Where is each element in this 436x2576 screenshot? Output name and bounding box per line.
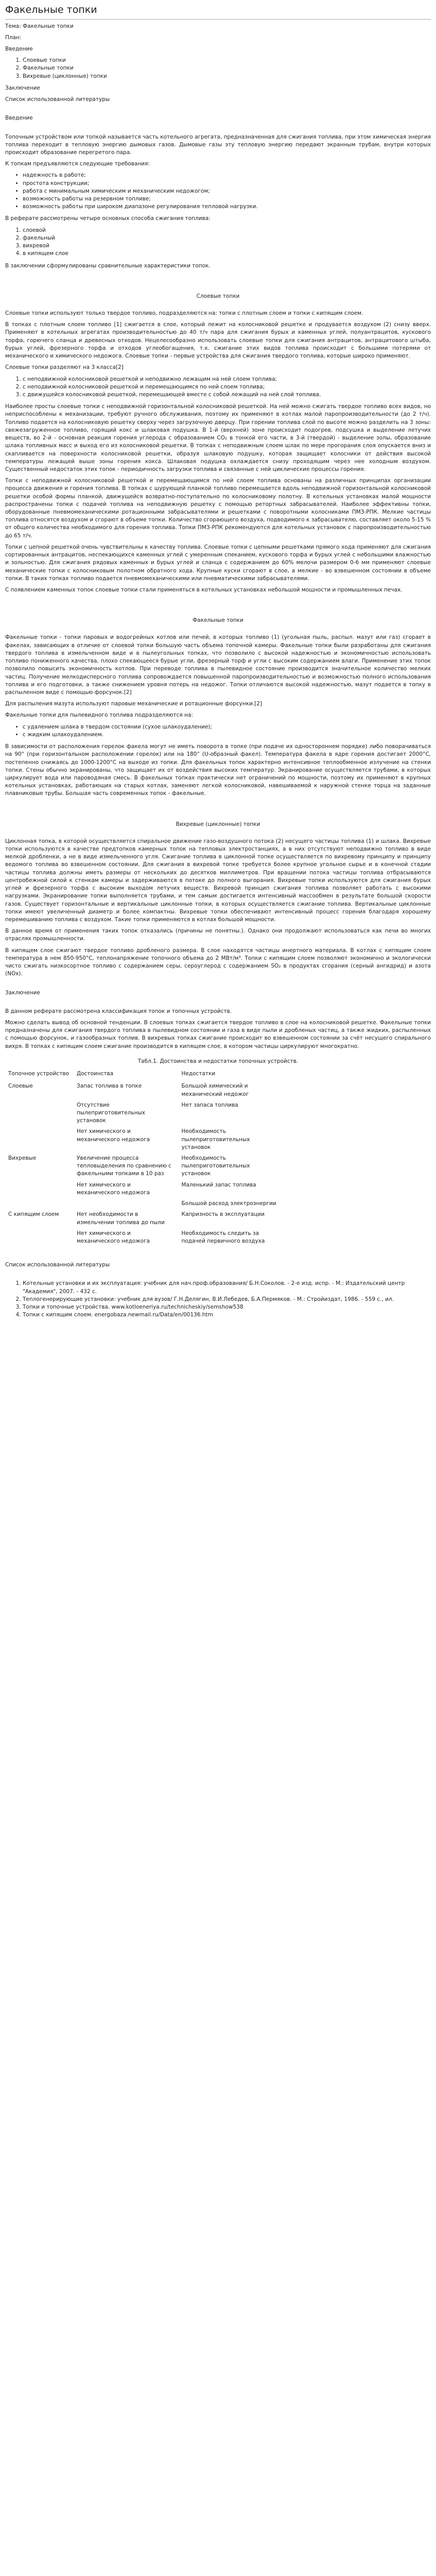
- paragraph: В реферате рассмотрены четыре основных способа сжигания топлива:: [5, 215, 211, 222]
- paragraph: Факельные топки для пылевидного топлива подразделяются на:: [5, 712, 193, 719]
- section-heading: Слоевые топки: [196, 293, 240, 299]
- requirements-list: [5, 172, 431, 211]
- table-cell-type: Вихревые: [8, 1155, 37, 1162]
- table-cell-cons: Большой расход электроэнергии: [181, 1200, 276, 1207]
- paragraph: Топки с цепной решеткой очень чувствительны к качеству топлива. Слоевые топки с цепными решетками прямого хода применяют для сжигания сортированных антрацитов, неспекающихся каменных углей с умеренным спеканием, кускового торфа и бурых углей с небольшими влажностью и зольностью. Для сжигания рядовых каменных и бурых углей и сланца с содержанием до 60% мелочи размером 0-6 мм применяют слоевые механические топки с колосниковым полотном обратного хода. Крупные куски сгорают в слое, а мелкие - во взвешенном состоянии в объеме топки. В таких топках топливо подается пневмомеханическими или пневматическими забрасывателями.: [5, 544, 431, 582]
- list-item: 2. факельный: [23, 234, 431, 242]
- table-cell-cons: Большой химический и механический недожог: [181, 1083, 249, 1097]
- paragraph: Слоевые топки разделяют на 3 класса[2]: [5, 364, 124, 371]
- introduction: [5, 114, 431, 270]
- section-heading: Вихревые (циклонные) топки: [176, 821, 260, 827]
- section-flare-furnaces: [5, 617, 431, 798]
- list-item: 3. вихревой: [23, 242, 431, 250]
- plan-label: План:: [5, 34, 22, 41]
- table-cell-pros: Нет химического и механического недожога: [76, 1128, 150, 1143]
- section-heading: Список использованной литературы: [5, 1262, 110, 1268]
- table-row: [5, 1081, 283, 1099]
- paragraph: В данное время от применения таких топок отказались (причины не понятны.). Однако они продолжают использоваться как печи во многих отраслях промышленности.: [5, 928, 431, 942]
- section-vortex-furnaces: [5, 821, 431, 978]
- toc-conclusion: Заключение: [5, 84, 40, 91]
- table-row: [5, 1228, 283, 1247]
- toc-list: [5, 57, 431, 80]
- page-title: Факельные топки: [5, 3, 431, 20]
- table-cell-pros: Отсутствие пылеприготовительных установок: [76, 1101, 146, 1124]
- table-cell-cons: Маленький запас топлива: [181, 1181, 256, 1188]
- list-item: • простота конструкции;: [23, 180, 431, 188]
- list-item: • с удалением шлака в твердом состоянии (сухое шлакоудаление);: [23, 723, 431, 731]
- toc-item: 1. Слоевые топки: [23, 57, 431, 64]
- list-item: 4. в кипящем слое: [23, 250, 431, 258]
- list-item: • возможность работы на резервном топливе;: [23, 195, 431, 203]
- paragraph: Наиболее просты слоевые топки с неподвижной горизонтальной колосниковой решеткой. На ней можно сжигать твердое топливо всех видов, но неприспособлены к механизации, требуют ручного обслуживания, поэтому их применяют в котлах малой паропроизводительности (до 2 т/ч). Топливо подается на колосниковую решетку сверху через загрузочную дверцу. При горении топлива слой по высоте можно разделить на 3 зоны: свежезагруженное топливо, горящий кокс и шлаковая подушка. В 1-й (верхней) зоне происходит подогрев, подсушка и выделение летучих веществ, во 2-й - основная реакция горения углерода с образованием СО₂ в тонкой его части, в 3-й (твердой) - выделение золы, образование шлака топливных масс и выход его из колосниковой решетки. В топках с неподвижным слоем шлак по мере прогорания слоя опускается вниз и скапливается на поверхности колосниковой решетки, образуя шлаковую подушку, которая защищает колосники от действия высокой температуры лежащей выше зоны горения кокса. Шлаковая подушка охлаждается снизу проходящим через нее холодным воздухом. Существенный недостаток этих топок - периодичность загрузки топлива и связанные с ней циклические процессы горения.: [5, 403, 431, 472]
- paragraph: С появлением каменных топок слоевые топки стали применяться в котельных установках небольшой мощности и промышленных печах.: [5, 587, 403, 594]
- paragraph: Циклонная топка, в которой осуществляется спиральное движение газо-воздушного потока (2) несущего частицы топлива (1) и шлака. Вихревые топки используются в качестве предтопков камерных топок на тепловых электростанциях, а в них отсутствуют неподвижно топливо в виде мелкой дробленки, а не в виде измельченного угля. Сжигание топлива в циклонной топке осуществляется по вихревому принципу и принципу ведомого топлива во взвешенном состоянии. Для сжигания в вихревой топке требуется более крупное угольное сырье и в конечной стадии частицы топлива должны иметь размеры от нескольких до десятков миллиметров. При вращении потока частицы топлива отбрасываются центробежной силой к стенкам камеры и задерживаются в потоке до полного выгорания. Вихревые топки используются для сжигания бурых углей и фрезерного торфа с высоким выходом летучих веществ. Вихревой принцип сжигания топлива позволяет работать с высокими нагрузками. Экранирование топки выполняется трубами, и тем самым достигается интенсивный массообмен в результате большой скорости газов. Существует горизонтальные и вертикальные циклонные топки, в которых осуществляется сжигание топлива. Вертикальные циклонные топки имеют увеличенный диаметр и более компактны. Вихревые топки обеспечивают интенсивный процесс горения благодаря хорошему перемешиванию топлива с воздухом. Такие топки применяются в котлах большой мощности.: [5, 838, 431, 923]
- table-cell-cons: Капризность в эксплуатации: [181, 1211, 265, 1218]
- section-heading: Заключение: [5, 989, 40, 996]
- toc-intro: Введение: [5, 45, 33, 52]
- paragraph: К топкам предъявляются следующие требования:: [5, 161, 150, 167]
- table-cell-cons: Необходимость пылеприготовительных установок: [181, 1155, 250, 1177]
- list-item: • работа с минимальным химическим и механическим недожогом;: [23, 188, 431, 195]
- paragraph: Для распыления мазута используют паровые механические и ротационные форсунки.[2]: [5, 701, 263, 707]
- toc: [5, 23, 431, 104]
- paragraph: В кипящем слое сжигают твердое топливо дробленого размера. В слое находятся частицы инертного материала. В котлах с кипящим слоем температура в нем 850-950°С, теплонапряжение топочного объема до 2 МВт/м³. Топки с кипящим слоем позволяют экономично и экологически чисто сжигать низкосортное топливо с содержанием серы, сероуглерод с содержанием SO₂ в продуктах сгорания (серный ангидрид) и азота (NOx).: [5, 947, 431, 977]
- table-row: [5, 1209, 283, 1228]
- bibliography-list: [5, 1280, 431, 1319]
- list-item: 2. с неподвижной колосниковой решеткой и перемещающимся по ней слоем топлива;: [23, 383, 431, 391]
- column-header: Недостатки: [181, 1071, 216, 1077]
- table-cell-pros: Увеличение процесса тепловыделения по сравнению с факельными топками в 10 раз: [76, 1155, 171, 1177]
- paragraph: Топки с неподвижной колосниковой решеткой и перемещающимся по ней слоем топлива основаны на различных принципах организации процесса движения и горения топлива. В топках с шурующей планкой топливо перемещается вдоль неподвижной горизонтальной колосниковой решетки особой формы планкой, движущейся возвратно-поступательно по колосниковому полотну. В котельных установках малой мощности распространены топки с подачей топлива на неподвижную решетку с помощью ретортных забрасывателей. Наиболее эффективны топки, оборудованные пневмомеханическими ротационными забрасывателями и решетками с поворотными колосниками ПМЗ-РПК. Мелкие частицы топлива относятся воздухом и сгорают в объеме топки. Количество сгорающего воздуха, подводимого к забрасывателю, составляет около 5-15 % от общего количества необходимого для горения топлива. Топки ПМЗ-РПК рекомендуются для котельных установок с паропроизводительностью до 65 т/ч.: [5, 478, 431, 539]
- bibliography-item: 3. Топки и топочные устройства. www.kotloeneriya.ru/technicheskiy/semshow538: [23, 1303, 431, 1311]
- paragraph: Можно сделать вывод об основной тенденции. В слоевых топках сжигается твердое топливо в слое на колосниковой решетке. Факельные топки предназначены для сжигания твердого топлива в пылевидном состоянии и газа в виде пыли и дробленых частиц, а также жидких, распыленных с помощью форсунок, и газообразных топлив. В вихревых топках сжигание происходит во взвешенном состоянии за счёт несущего спирального вихря. В топках с кипящим слоем сжигание производится в кипящем слое, в котором частицы циркулируют многократно.: [5, 1019, 431, 1049]
- toc-item: 2. Факельные топки: [23, 64, 431, 72]
- column-header: Достоинства: [76, 1071, 114, 1077]
- paragraph: В топках с плотным слоем топливо [1] сжигается в слое, который лежит на колосниковой решетке и продувается воздухом (2) снизу вверх. Применяют в котельных агрегатах производительностью до 40 т/ч пара для сжигания бурых и каменных углей, полуантрацитов, кускового торфа, горючего сланца и древесных отходов. Нецелесообразно использовать слоевые топки для сжигания антрацитов, антрацитового штыба, бурых углей, фрезерного торфа и отходов углеобогащения, т.к. сжигание этих видов топлива происходит с большими потерями от механического и химического недожога. Слоевые топки - первые устройства для сжигания твердого топлива, которые широко применяют.: [5, 321, 431, 360]
- section-layer-furnaces: [5, 293, 431, 594]
- paragraph: Топочным устройством или топкой называется часть котельного агрегата, предназначенная для сжигания топлива, при этом химическая энергия топлива переходит в тепловую энергию дымовых газов. Дымовые газы эту тепловую энергию передают экранным трубам, внутри которых происходит образование перегретого пара.: [5, 133, 431, 156]
- table-row: [5, 1180, 283, 1198]
- paragraph: Факельные топки - топки паровых и водогрейных котлов или печей, в которых топливо (1) (угольная пыль, распыл. мазут или газ) сгорает в факелах, зависающих в отличие от слоевой топки большую часть объема топочной камеры. Факельные топки были разработаны для сжигания твердого топлива в измельченном виде и в пылеугольных топках, что позволило с высокой надежностью и экономичностью использовать топливо пониженного качества, плохо спекающееся бурые угли, фрезерный торф и угли с высоким содержанием влаги. Применение этих топок позволило повысить экономичность котлов. При переводе топлива в пылевидное состояние производится значительное количество мелких частиц. Получение мелкодисперсного топлива сопровождается повышенной паропроизводительностью и возможностью полного использования топлива и его подготовки, а также снижением уровня потерь на недожог. Топки отличаются высокой надежностью, мазут подается в топку в распыленном виде с помощью форсунок.[2]: [5, 634, 431, 696]
- toc-biblio: Список использованной литературы: [5, 96, 110, 103]
- table-cell-cons: Необходимость пылеприготовительных установок: [181, 1128, 250, 1150]
- paragraph: В зависимости от расположения горелок факела могут не иметь поворота в топке (при подаче их одностороннем порядке) либо поворачиваться на 90° (при горизонтальном расположении горелок) или на 180° (U-образный факел). Температура факела в ядре горения достигает 2000°С, постепенно снижаясь до 1000-1200°С на выходе из топки. Для факельных топок характерно интенсивное теплообменное излучение на стенки топки. Стены обычно экранированы, что защищает их от воздействия высоких температур. Экранирование осуществляется трубами, в которых циркулирует вода или пароводяная смесь. В факельных топках практически нет ограничений по мощности, поэтому их применяют в крупных котельных установках, работающих на старых котлах, заменяют легкой колосниковой, навешиваемой к наружной стенке торца на заданные плавниковые трубы. Большая часть современных топок - факельные.: [5, 743, 431, 797]
- bibliography-item: 1. Котельные установки и их эксплуатация: учебник для нач.проф.образования/ Б.Н.Соколов. - 2-е изд. испр. - М.: Издательский центр "Академия", 2007. - 432 с.: [23, 1280, 431, 1295]
- types-list: [5, 723, 431, 739]
- table-cell-pros: Запас топлива в топке: [76, 1083, 142, 1090]
- table-header-row: [5, 1069, 283, 1081]
- list-item: 1. с неподвижной колосниковой решеткой и неподвижно лежащим на ней слоем топлива;: [23, 376, 431, 383]
- section-heading: Введение: [5, 115, 33, 122]
- table-row: [5, 1100, 283, 1127]
- comparison-table: [5, 1069, 283, 1247]
- topic-line: Тема: Факельные топки: [5, 23, 74, 29]
- table-cell-cons: Нет запаса топлива: [181, 1101, 238, 1108]
- list-item: 1. слоевой: [23, 227, 431, 234]
- paragraph: Слоевые топки используют только твердое топливо, подразделяются на: топки с плотным слоем и топки с кипящим слоем.: [5, 310, 363, 317]
- table-cell-type: С кипящим слоем: [8, 1211, 59, 1218]
- toc-item: 3. Вихревые (циклонные) топки: [23, 73, 431, 80]
- list-item: • возможность работы при широком диапазоне регулирования тепловой нагрузки.: [23, 203, 431, 211]
- table-cell-cons: Необходимость следить за подачей первичного воздуха: [181, 1230, 265, 1245]
- bibliography: [5, 1261, 431, 1319]
- list-item: • надежность в работе;: [23, 172, 431, 179]
- classes-list: [5, 376, 431, 399]
- table-cell-pros: Нет химического и механического недожога: [76, 1230, 150, 1245]
- bibliography-item: 2. Теплогенерирующие установки: учебник для вузов/ Г.Н.Делягин, В.И.Лебедев, Б.А.Пермяков. - М.: Стройиздат, 1986. - 559 с., ил.: [23, 1296, 431, 1303]
- table-row: [5, 1198, 283, 1209]
- table-caption: Табл.1. Достоинства и недостатки топочных устройств.: [137, 1058, 299, 1064]
- table-cell-type: Слоевые: [8, 1083, 33, 1090]
- bibliography-item: 4. Топки с кипящим слоем. energobaza.newmail.ru/Data/en/00136.htm: [23, 1311, 431, 1319]
- table-cell-pros: Нет необходимости в измельчении топлива до пыли: [76, 1211, 165, 1226]
- table-cell-pros: Нет химического и механического недожога: [76, 1181, 150, 1196]
- list-item: 3. с движущейся колосниковой решеткой, перемещающей вместе с собой лежащий на ней слой топлива.: [23, 391, 431, 399]
- column-header: Топочное устройство: [8, 1071, 69, 1077]
- conclusion: [5, 989, 431, 1050]
- paragraph: В данном реферате рассмотрена классификация топок и топочных устройств.: [5, 1008, 232, 1014]
- table-row: [5, 1153, 283, 1180]
- table-row: [5, 1126, 283, 1153]
- paragraph: В заключении сформулированы сравнительные характеристики топок.: [5, 262, 211, 269]
- methods-list: [5, 227, 431, 258]
- section-heading: Факельные топки: [193, 617, 243, 624]
- list-item: • с жидким шлакоудалением.: [23, 731, 431, 739]
